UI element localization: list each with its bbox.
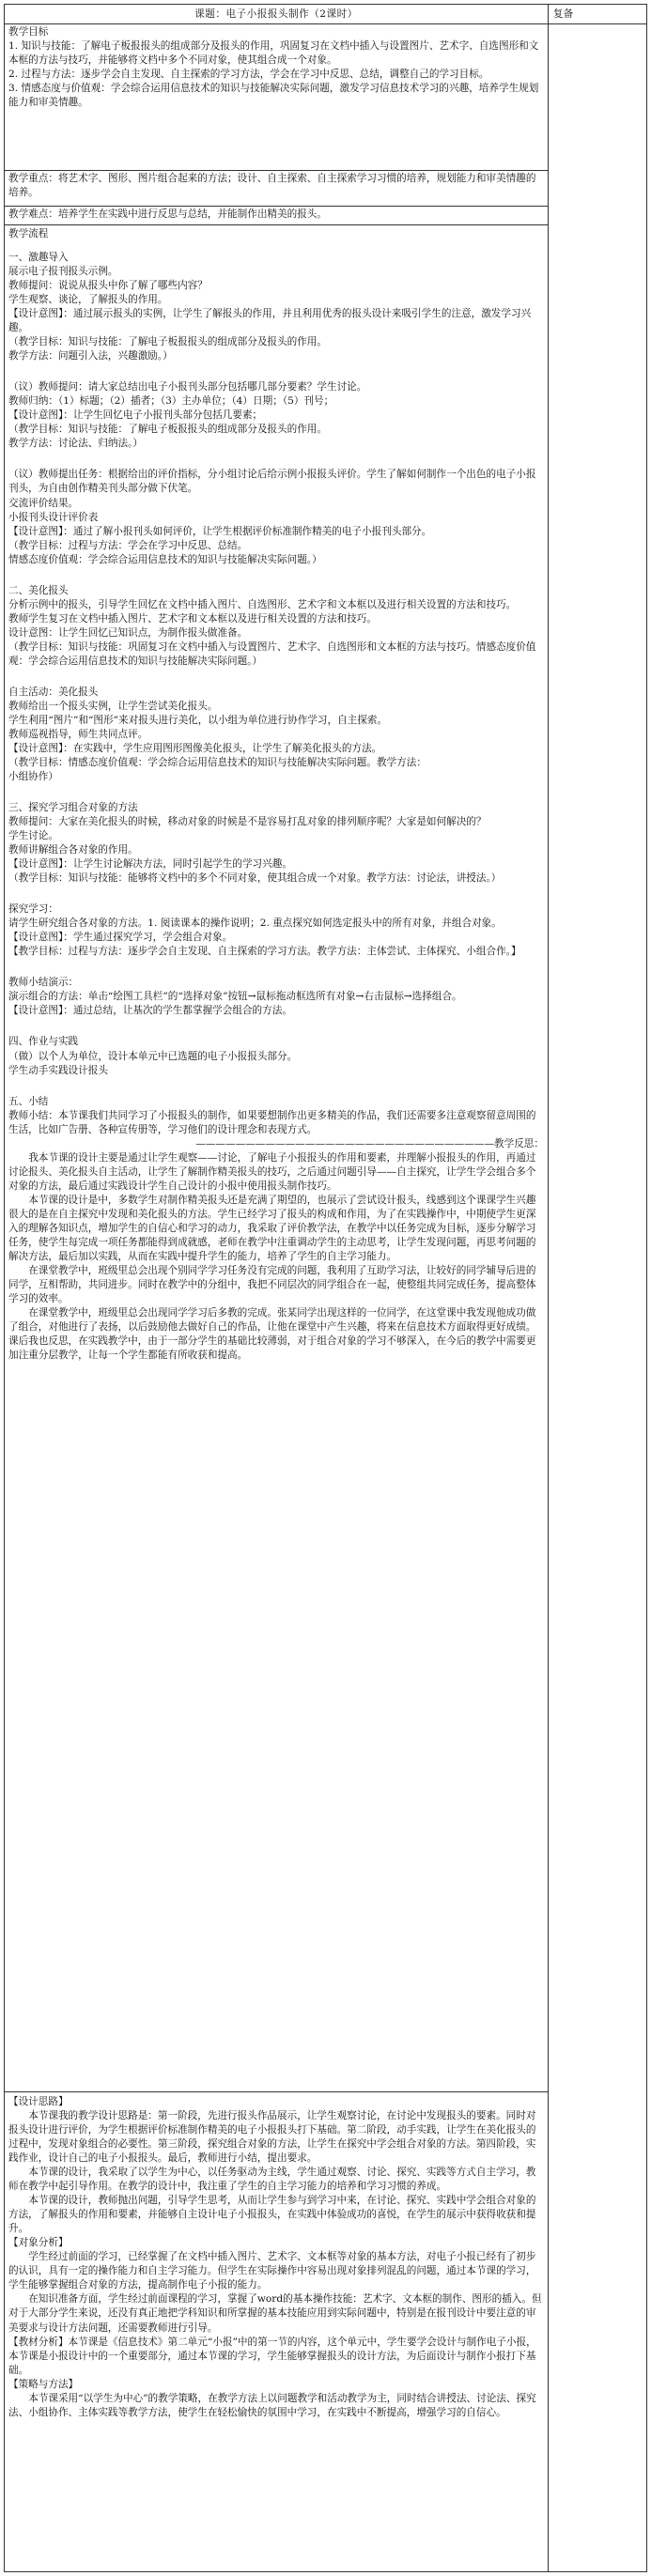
- notes-column-divider: [548, 5, 549, 2571]
- process-line: 教师给出一个报头实例，让学生尝试美化报头。: [8, 700, 218, 712]
- notes-column-label: 复备: [553, 8, 574, 20]
- process-line: 学生观察、谈论，了解报头的作用。: [8, 294, 168, 306]
- strategy-paragraph: 本节课采用“以学生为中心”的教学策略，在教学方法上以问题教学和活动教学为主，同时结合讲授法、讨论法、探究法、小组协作、主体实践等教学方法，使学生在轻松愉快的氛围中学习，在实践中不断提高，增强学习的自信心。: [8, 2392, 536, 2418]
- design-thinking-paragraph: 本节课的设计，教师抛出问题，引导学生思考，从而让学生参与到学习中来，在讨论、探究、实践中学会组合对象的方法，了解报头的作用和要素，并能够自主设计电子小报报头，在实践中体验成功的喜悦，在学生的展示中获得收获和提升。: [8, 2195, 536, 2235]
- process-line: 【设计意图】：让学生讨论解决方法，同时引起学生的学习兴趣。: [8, 858, 292, 871]
- process-line: 【教学目标：过程与方法：逐步学会自主发现、自主探索的学习方法。教学方法：主体尝试、主体探究、小组合作。】: [8, 946, 521, 958]
- design-notes-cell: [8, 2095, 544, 2569]
- row-divider: [5, 2091, 548, 2092]
- objectives-label: 教学目标: [8, 26, 49, 38]
- process-line: （做）以个人为单位，设计本单元中已选题的电子小报报头部分。: [8, 1050, 298, 1062]
- design-thinking-paragraph: 本节课我的教学设计思路是：第一阶段，先进行报头作品展示，让学生观察讨论，在讨论中发现报头的要素。同时对报头设计进行评价，为学生根据评价标准制作精美的电子小报报头打下基础。第二阶段，动手实践，让学生在美化报头的过程中，发现对象组合的必要性。第三阶段，探究组合对象的方法，让学生在探究中学会组合对象的方法。第四阶段，实践作业，设计自己的电子小报报头。最后，教师进行小结，提出要求。: [8, 2110, 536, 2165]
- reflection-paragraph: 在课堂教学中，班级里总会出现同学学习后多教的完成。张某同学出现这样的一位同学，在这堂课中我发现他成功做了组合，对他进行了表扬，以后鼓励他去做好自己的作品，让他在课堂中产生兴趣，将来在信息技术方面取得更好成绩。课后我也反思，在实践教学中，由于一部分学生的基础比较薄弱，对于组合对象的学习不够深入，在今后的教学中需要更加注重分层教学，让每一个学生都能有所收获和提高。: [8, 1307, 536, 1362]
- process-line: 【设计意图】：通过总结，让基次的学生都掌握学会组合的方法。: [8, 1005, 292, 1017]
- objectives-cell: [8, 25, 544, 110]
- process-line: 【设计意图】：在实践中，学生应用图形图像美化报头，让学生了解美化报头的方法。: [8, 742, 382, 754]
- process-line: 【设计意图】：学生通过探究学习，学会组合对象。: [8, 932, 233, 944]
- section-heading: 一、激趣导入: [8, 252, 69, 264]
- process-line: 学生利用“图片”和“图形”来对报头进行美化，以小组为单位进行协作学习，自主探索。: [8, 714, 388, 726]
- process-line: （议）教师提问：请大家总结出电子小报刊头部分包括哪几部分要素？学生讨论。: [8, 381, 367, 393]
- process-line: 教学方法：问题引入法，兴趣激励。）: [8, 350, 173, 362]
- process-line: 情感态度价值观：学会综合运用信息技术的知识与技能解决实际问题。）: [8, 553, 322, 565]
- row-divider: [5, 23, 646, 24]
- strategy-label: 【策略与方法】: [8, 2378, 79, 2390]
- section-heading: 四、作业与实践: [8, 1036, 79, 1048]
- lesson-plan-table: [4, 4, 647, 2572]
- reflection-label: ——————————————————————————————教学反思：: [195, 1137, 544, 1149]
- design-thinking-label: 【设计思路】: [8, 2096, 69, 2107]
- reflection-paragraph: 本节课的设计是中，多数学生对制作精美报头还是充满了期望的，也展示了尝试设计报头，线感到这个课课学生兴趣很大的是在自主探究中发现和美化报头的方法。学生已经学习了报头的构成和作用，为了在实践操作中，中期使学生更深入的理解各知识点，增加学生的自信心和学习的动力，我采取了评价教学法，在教学中以任务完成为目标，逐步分解学习任务，使学生每完成一项任务都能得到成就感，老师在教学中注重调动学生的主动思考，让学生发现问题，再思考问题的解决方法，最后加以实践，从而在实践中提升学生的能力，培养了学生的自主学习能力。: [8, 1194, 536, 1262]
- section-heading: 五、小结: [8, 1095, 49, 1107]
- objective-item: 1. 知识与技能：了解电子板报报头的组成部分及报头的作用，巩固复习在文档中插入与设置图片、艺术字、自选图形和文本框的方法与技巧，并能够将文档中多个不同对象，使其组合成一个对象。: [8, 40, 539, 67]
- process-line: 小组协作）: [8, 771, 58, 783]
- analysis-paragraph: 学生经过前面的学习，已经掌握了在文档中插入图片、艺术字、文本框等对象的基本方法，对电子小报已经有了初步的认识，具有一定的操作能力和自主学习能力。但学生在实际操作中容易出现对象排列混乱的问题，通过本节课的学习，学生能够掌握组合对象的方法，提高制作电子小报的能力。: [8, 2251, 536, 2291]
- section-heading: 二、美化报头: [8, 584, 69, 596]
- process-line: 交流评价结果。: [8, 497, 79, 509]
- difficulty-cell: [8, 208, 544, 222]
- process-line: 学生讨论。: [8, 830, 58, 842]
- key-point-text: 教学重点：将艺术字、图形、图片组合起来的方法；设计、自主探索、自主探索学习习惯的培养，规划能力和审美情趣的培养。: [8, 173, 536, 199]
- process-line: 自主活动：美化报头: [8, 686, 99, 698]
- design-thinking-paragraph: 本节课的设计，我采取了以学生为中心，以任务驱动为主线，学生通过观察、讨论、探究、实践等方式自主学习，教师在教学中起引导作用。在教学的设计中，我注重了学生的自主学习能力的培养和学习习惯的养成。: [8, 2167, 536, 2193]
- row-divider: [5, 170, 548, 171]
- process-line: 教师归纳：（1）标题；（2）插者；（3）主办单位；（4）日期；（5）刊号；: [8, 395, 334, 408]
- process-line: 教师提问：大家在美化报头的时候，移动对象的时候是不是容易打乱对象的排列顺序呢？大家是如何解决的？: [8, 816, 487, 828]
- row-divider: [5, 206, 548, 207]
- process-line: 小报刊头设计评价表: [8, 511, 99, 523]
- process-line: 教师小结演示：: [8, 977, 79, 989]
- process-line: 教师提问：说说从报头中你了解了哪些内容？: [8, 280, 208, 292]
- process-line: 教师巡视指导，师生共同点评。: [8, 728, 148, 740]
- analysis-label: 【对象分析】: [8, 2237, 69, 2249]
- process-line: 探究学习：: [8, 903, 58, 916]
- process-label: 教学流程: [8, 228, 49, 239]
- reflection-paragraph: 在课堂教学中，班级里总会出现个别同学学习任务没有完成的问题，我利用了互助学习法，让较好的同学辅导后进的同学，互相帮助，共同进步。同时在教学中的分组中，我把不同层次的同学组合在一起，使整组共同完成任务，提高整体学习的效率。: [8, 1264, 536, 1304]
- process-line: 【设计意图】：通过了解小报刊头如何评价，让学生根据评价标准制作精美的电子小报刊头部分。: [8, 525, 432, 537]
- analysis-paragraph: 【教材分析】本节课是《信息技术》第二单元“小报”中的第一节的内容，这个单元中，学生要学会设计与制作电子小报，本节课是小报设计中的一个重要部分，通过本节课的学习，学生能够掌握报头的设计方法，为后面设计与制作小报打下基础。: [8, 2336, 536, 2376]
- key-point-cell: [8, 172, 544, 200]
- section-heading: 三、探究学习组合对象的方法: [8, 802, 138, 814]
- process-line: （教学目标：情感态度价值观：学会综合运用信息技术的知识与技能解决实际问题。教学方法：: [8, 757, 426, 768]
- process-line: 【设计意图】：通过展示报头的实例，让学生了解报头的作用，并且利用优秀的报头设计来吸引学生的注意，激发学习兴趣。: [8, 308, 532, 334]
- process-line: 请学生研究组合各对象的方法。1. 阅读课本的操作说明；2. 重点探究如何选定报头中的所有对象，并组合对象。: [8, 918, 502, 930]
- process-cell: [8, 227, 544, 2087]
- objective-item: 3. 情感态度与价值观：学会综合运用信息技术的知识与技能解决实际问题，激发学习信息技术学习的兴趣，培养学生规划能力和审美情趣。: [8, 83, 539, 109]
- process-line: 演示组合的方法：单击“绘图工具栏”的“选择对象”按钮→鼠标拖动框选所有对象→右击鼠标→选择组合。: [8, 991, 462, 1003]
- difficulty-text: 教学难点：培养学生在实践中进行反思与总结，并能制作出精美的报头。: [8, 208, 327, 220]
- process-line: 教师学生复习在文档中插入图片、艺术字和文本框以及进行相关设置的方法和技巧。: [8, 612, 377, 625]
- process-line: （教学目标：知识与技能：能够将文档中的多个不同对象，使其组合成一个对象。教学方法：讨论法，讲授法。）: [8, 872, 502, 885]
- lesson-title: 课题：电子小报报头制作（2课时）: [194, 8, 358, 20]
- analysis-paragraph: 在知识准备方面，学生经过前面课程的学习，掌握了word的基本操作技能：艺术字、文本框的制作、图形的插入。但对于大部分学生来说，还没有真正地把学科知识和所掌握的基本技能应用到实际问题中，特别是在报刊设计中要注意的审美要求与设计方法问题，还需要教师进行引导。: [8, 2293, 542, 2334]
- process-line: （议）教师提出任务：根据给出的评价指标，分小组讨论后给示例小报报头评价。学生了解如何制作一个出色的电子小报刊头，为自由创作精美刊头部分做下伏笔。: [8, 469, 536, 495]
- process-line: （教学目标：知识与技能：了解电子板报报头的组成部分及报头的作用。: [8, 336, 327, 348]
- objective-item: 2. 过程与方法：逐步学会自主发现、自主探索的学习方法，学会在学习中反思、总结，调整自己的学习目标。: [8, 69, 489, 81]
- process-line: 学生动手实践设计报头: [8, 1064, 108, 1076]
- row-divider: [5, 224, 548, 225]
- process-line: 教师小结：本节课我们共同学习了小报报头的制作，如果要想制作出更多精美的作品，我们还需要多注意观察留意周围的生活，比如广告册、各种宣传册等，学习他们的设计理念和表现方式。: [8, 1109, 536, 1135]
- process-line: 设计意图：让学生回忆已知识点，为制作报头做准备。: [8, 626, 248, 639]
- process-line: 教师讲解组合各对象的作用。: [8, 844, 138, 856]
- process-line: （教学目标：知识与技能：巩固复习在文档中插入与设置图片、艺术字、自选图形和文本框的方法与技巧。情感态度价值观：学会综合运用信息技术的知识与技能解决实际问题。）: [8, 640, 536, 667]
- process-line: （教学目标：过程与方法：学会在学习中反思、总结。: [8, 539, 248, 551]
- process-line: （教学目标：知识与技能：了解电子板报报头的组成部分及报头的作用。: [8, 424, 327, 436]
- process-line: 教学方法：讨论法、归纳法。）: [8, 438, 144, 450]
- process-line: 展示电子报刊报头示例。: [8, 266, 118, 278]
- reflection-paragraph: 我本节课的设计主要是通过让学生观察——讨论，了解电子小报报头的作用和要素，并理解小报报头的作用，再通过讨论报头、美化报头自主活动，让学生了解制作精美报头的技巧，之后通过问题引导——自主探究，让学生学会组合多个对象的方法，最后通过实践设计学生自己设计的小报中使用报头制作技巧。: [8, 1151, 536, 1192]
- process-line: 分析示例中的报头，引导学生回忆在文档中插入图片、自选图形、艺术字和文本框以及进行相关设置的方法和技巧。: [8, 598, 517, 610]
- process-line: 【设计意图】：让学生回忆电子小报刊头部分包括几要素；: [8, 409, 263, 422]
